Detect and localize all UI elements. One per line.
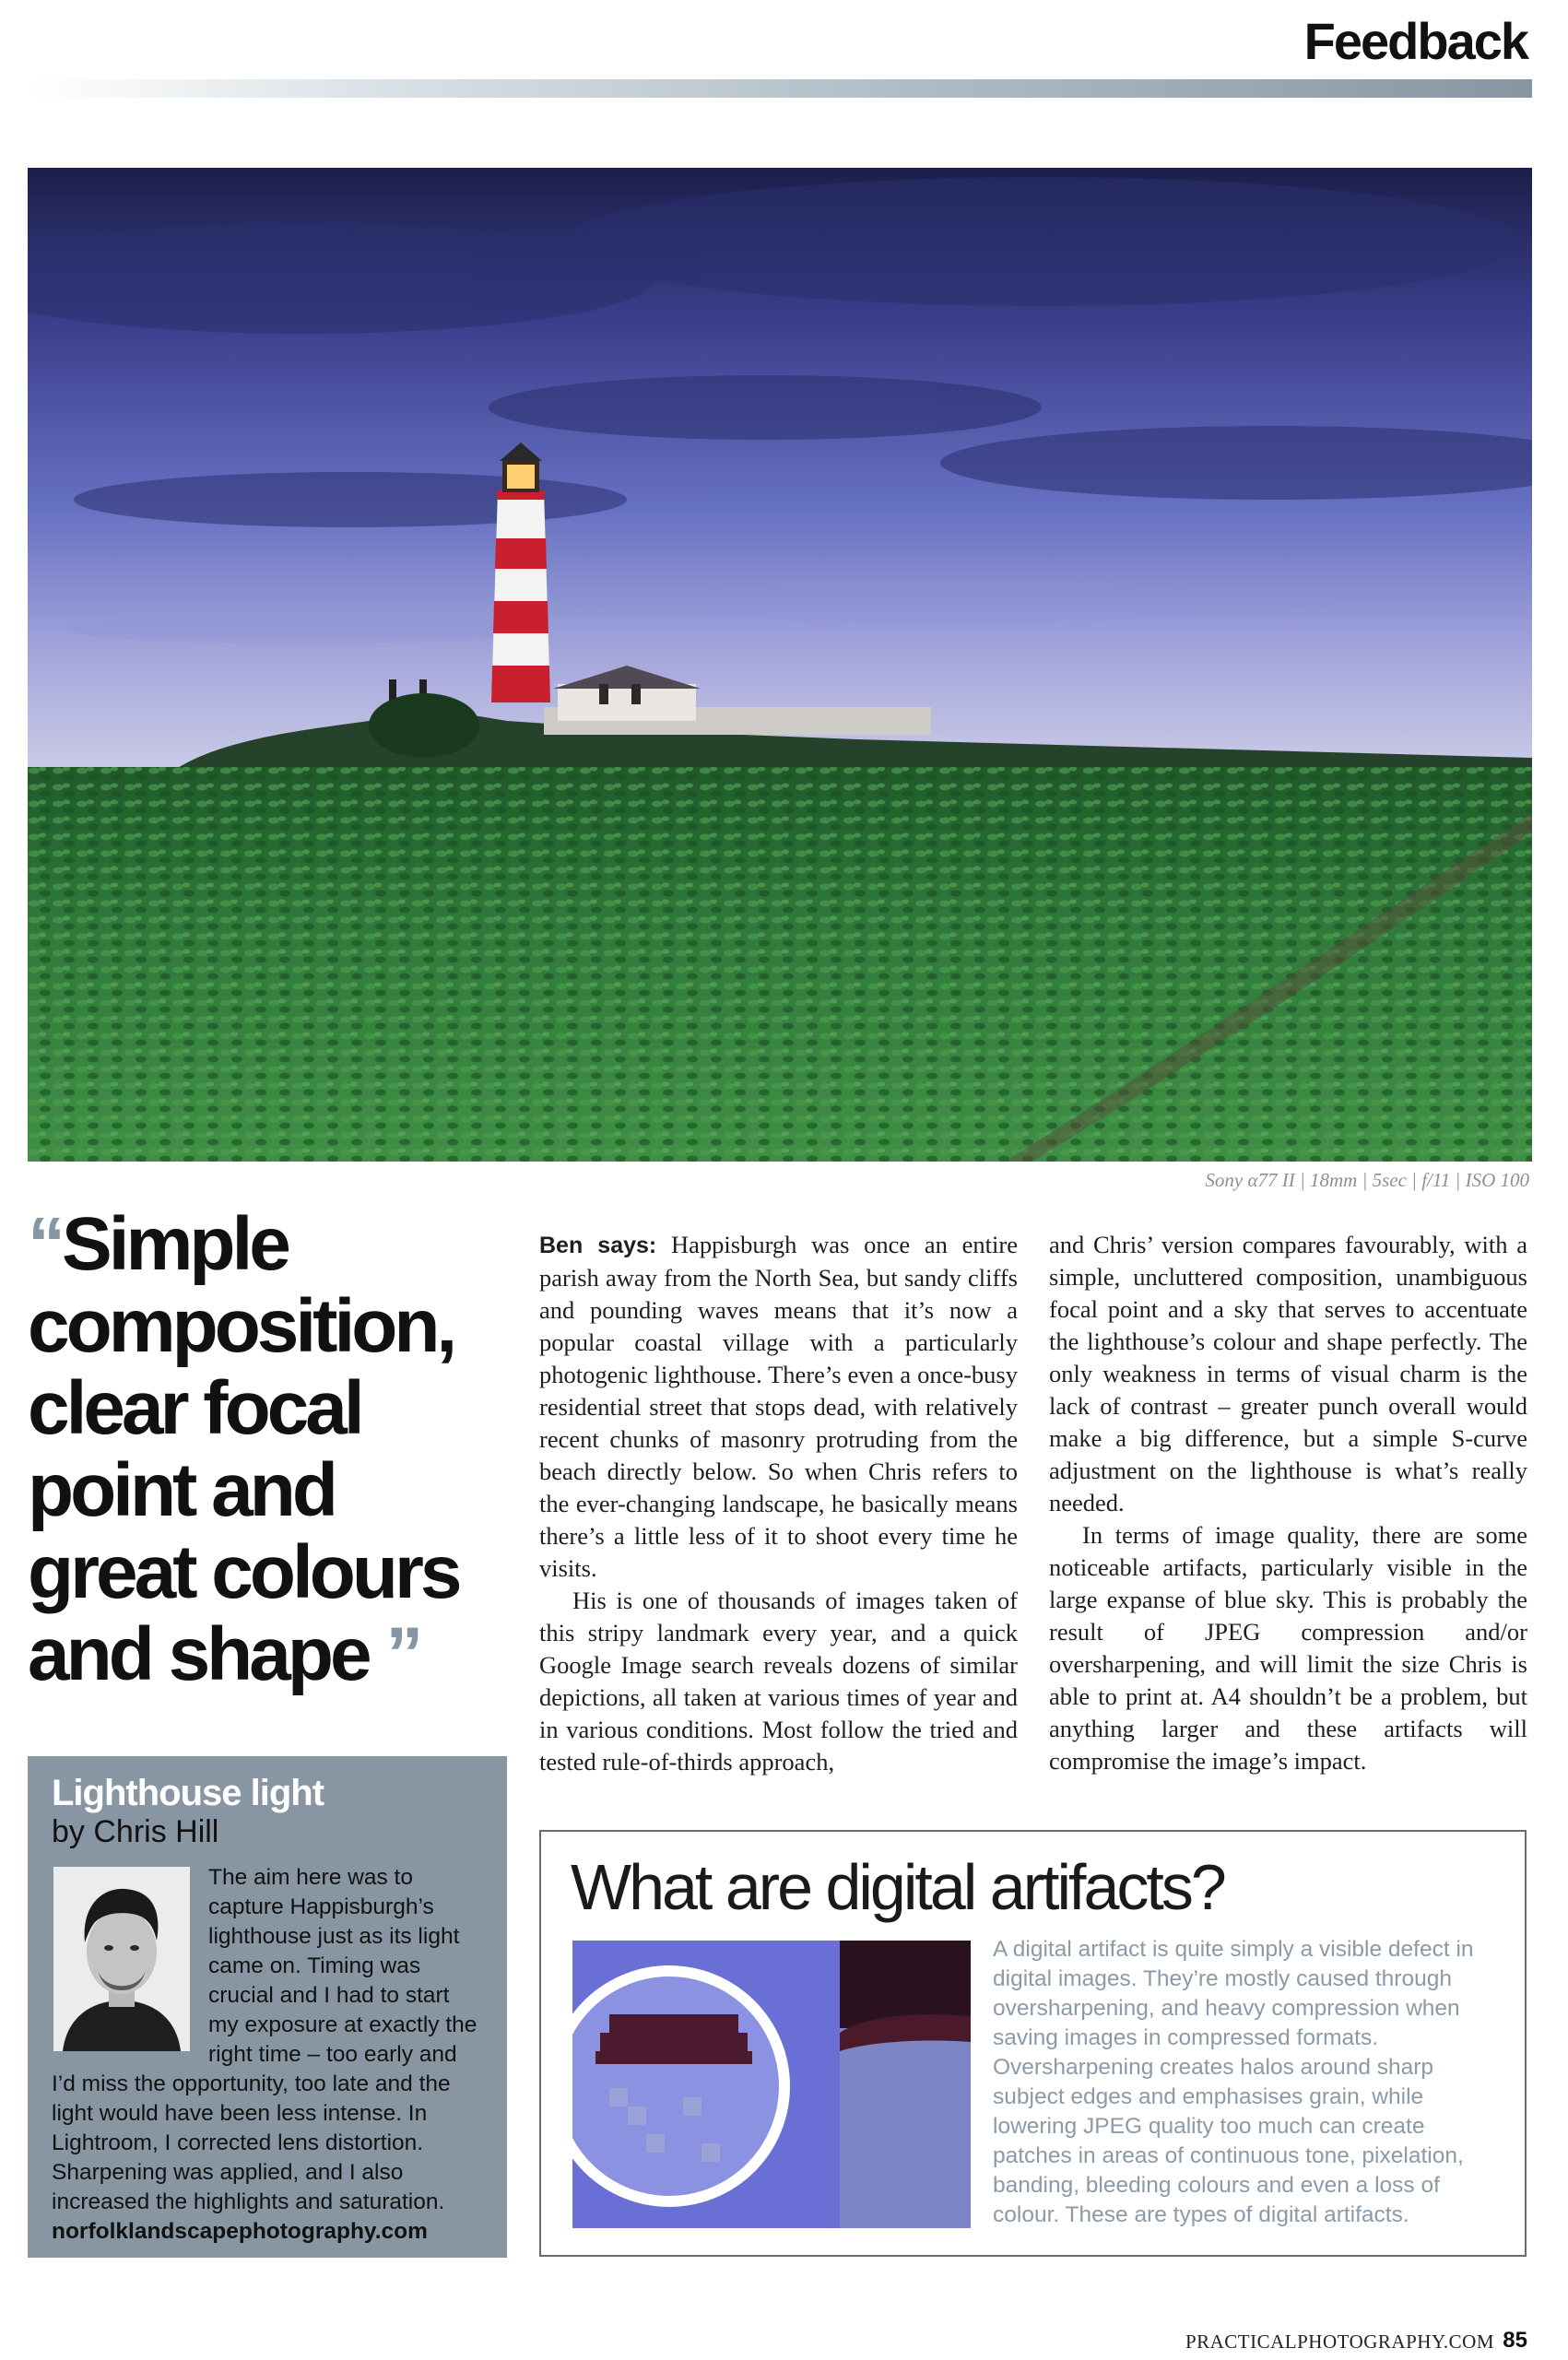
artifact-example-image bbox=[572, 1941, 971, 2228]
article-paragraph: His is one of thousands of images taken of this stripy landmark every year, and a quick Google Image search reveals dozens of similar depictions, all taken at various times of year and in various conditions. Most follow the tried and tested rule-of-thirds approach, bbox=[539, 1587, 1018, 1776]
article-paragraph: In terms of image quality, there are some noticeable artifacts, particularly visible in the large expanse of blue sky. This is probably the result of JPEG compression and/or oversharpening, and will limit the size Chris is able to print at. A4 shouldn’t be a problem, but anything larger and these artifacts will compromise the image’s impact. bbox=[1049, 1521, 1527, 1775]
photographer-profile-box bbox=[28, 1756, 507, 2258]
article-paragraph bbox=[539, 1229, 1018, 1585]
close-quote-mark: ” bbox=[385, 1612, 420, 1696]
quote-line: clear focal bbox=[28, 1366, 361, 1450]
byline-lead: Ben says: bbox=[539, 1233, 657, 1258]
quote-line: composition, bbox=[28, 1284, 454, 1368]
header-bar bbox=[28, 79, 1532, 98]
lighthouse-field-photo bbox=[28, 168, 1532, 1162]
article-column-2 bbox=[1049, 1229, 1527, 1777]
quote-line: great colours bbox=[28, 1530, 459, 1614]
quote-line: point and bbox=[28, 1448, 335, 1532]
avatar bbox=[53, 1867, 190, 2051]
section-title: Feedback bbox=[1303, 12, 1527, 70]
photographer-portrait bbox=[53, 1867, 190, 2051]
quote-text: Simple bbox=[62, 1202, 288, 1286]
photo-caption: Sony α77 II | 18mm | 5sec | f/11 | ISO 100 bbox=[1205, 1169, 1529, 1191]
photographer-website[interactable]: norfolklandscapephotography.com bbox=[52, 2219, 428, 2244]
article-paragraph: and Chris’ version compares favourably, with a simple, uncluttered composition, unambiguous focal point and a sky that serves to accentuate the lighthouse’s colour and shape perfectly. The only weakness in terms of visual charm is the lack of contrast – greater punch overall would make a big difference, but a simple S-curve adjustment on the lighthouse is what’s really needed. bbox=[1049, 1231, 1527, 1516]
article-text: Happisburgh was once an entire parish away from the North Sea, but sandy cliffs and pounding waves means that it’s now a popular coastal village with a particularly photogenic lighthouse. There’s even a once-busy residential street that stops dead, with relatively recent chunks of masonry protruding from the beach directly below. So when Chris refers to the ever-changing landscape, he basically means there’s a little less of it to shoot every time he visits. bbox=[539, 1231, 1018, 1582]
profile-body: The aim here was to capture Happisburgh’s lighthouse just as its light came on. Timing was crucial and I had to start my exposure at exactly the right time – too early and I’d miss the opportunity, too late and the light would have been less intense. In Lightroom, I corrected lens distortion. Sharpening was applied, and I also increased the highlights and saturation. bbox=[52, 1865, 477, 2214]
artifacts-sidebar bbox=[539, 1830, 1527, 2257]
profile-author: by Chris Hill bbox=[52, 1814, 219, 1849]
page-number: 85 bbox=[1503, 2328, 1527, 2353]
open-quote-mark: “ bbox=[28, 1202, 62, 1286]
artifact-crop-illustration bbox=[572, 1941, 971, 2228]
quote-text: and shape bbox=[28, 1612, 369, 1696]
footer-site: PRACTICALPHOTOGRAPHY.COM bbox=[1185, 2330, 1494, 2353]
profile-title: Lighthouse light bbox=[52, 1773, 324, 1813]
quote-line bbox=[28, 1613, 525, 1695]
sidebar-title: What are digital artifacts? bbox=[571, 1851, 1224, 1923]
quote-line bbox=[28, 1203, 525, 1285]
pull-quote bbox=[28, 1203, 525, 1695]
hero-photo bbox=[28, 168, 1532, 1162]
sidebar-body: A digital artifact is quite simply a visible defect in digital images. They’re mostly caused through oversharpening, and heavy compression when saving images in compressed formats. Oversharpening creates halos around sharp subject edges and emphasises grain, while lowering JPEG quality too much can create patches in areas of continuous tone, pixelation, banding, bleeding colours and even a loss of colour. These are types of digital artifacts. bbox=[993, 1937, 1474, 2227]
article-column-1 bbox=[539, 1229, 1018, 1778]
